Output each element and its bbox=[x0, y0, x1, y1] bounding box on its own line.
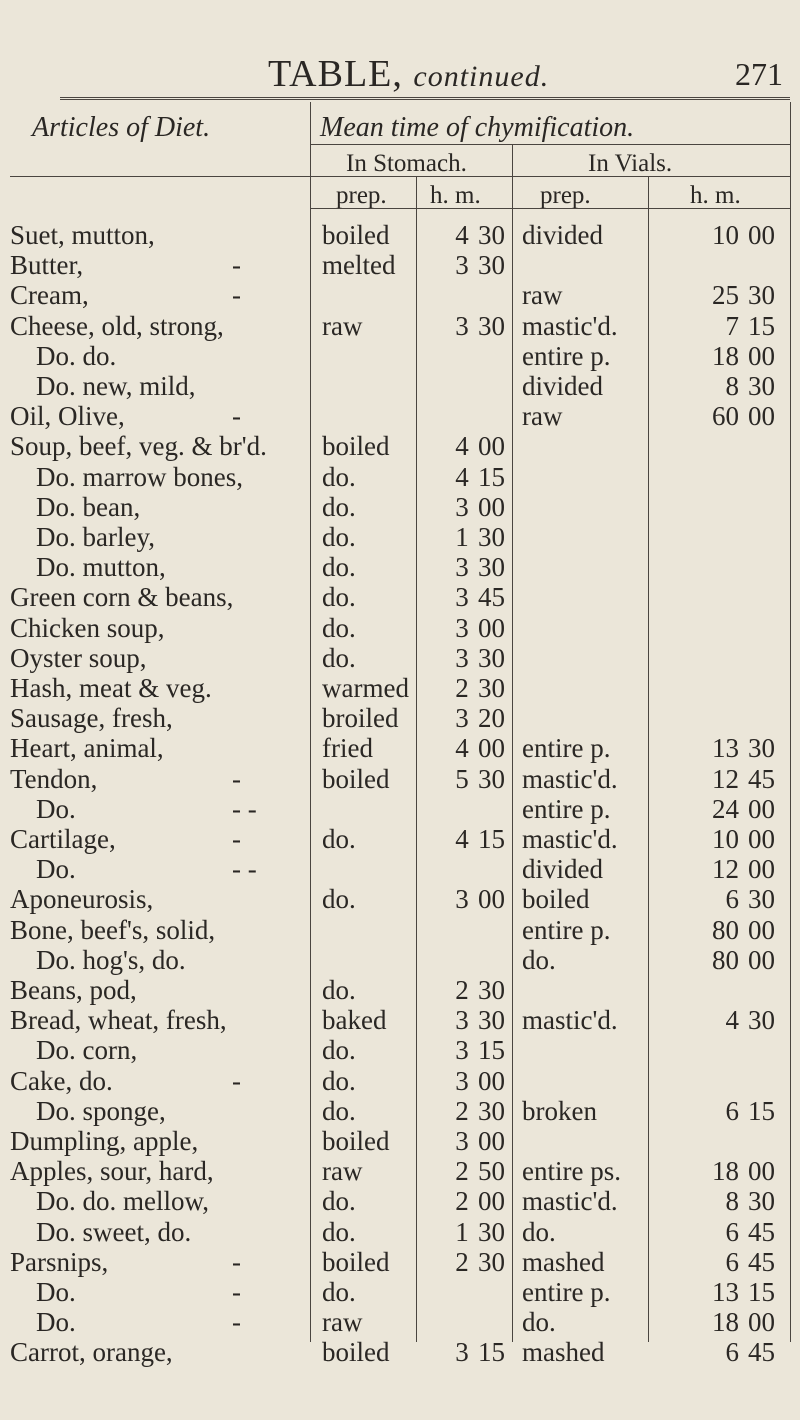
vials-prep-cell: mastic'd. bbox=[522, 310, 618, 341]
vials-hours-cell: 18 bbox=[712, 340, 739, 371]
leader-dash: - - bbox=[232, 793, 257, 824]
vials-prep-cell: raw bbox=[522, 280, 563, 311]
page-number: 271 bbox=[735, 56, 783, 92]
stomach-minutes-cell: 20 bbox=[478, 703, 505, 734]
stomach-minutes-cell: 00 bbox=[478, 733, 505, 764]
vials-prep-cell: do. bbox=[522, 1307, 556, 1338]
article-cell: Oil, Olive, bbox=[10, 401, 125, 432]
stomach-minutes-cell: 30 bbox=[478, 220, 505, 250]
stomach-minutes-cell: 30 bbox=[478, 1005, 505, 1036]
header-mean-time: Mean time of chymification. bbox=[320, 112, 635, 143]
article-cell: Do. bbox=[36, 793, 76, 824]
article-cell: Do. do. mellow, bbox=[36, 1186, 209, 1217]
table-row bbox=[0, 1126, 800, 1160]
stomach-prep-cell: boiled bbox=[322, 763, 390, 794]
article-cell: Butter, bbox=[10, 250, 84, 281]
top-rule bbox=[60, 97, 790, 100]
table-row bbox=[0, 884, 800, 918]
article-cell: Cake, do. bbox=[10, 1065, 113, 1096]
article-cell: Do. corn, bbox=[36, 1035, 138, 1066]
article-cell: Do. marrow bones, bbox=[36, 461, 243, 492]
header-prep-stomach: prep. bbox=[336, 182, 387, 209]
table-row bbox=[0, 733, 800, 767]
vials-minutes-cell: 30 bbox=[748, 733, 775, 764]
stomach-prep-cell: do. bbox=[322, 1065, 356, 1096]
vials-prep-cell: mastic'd. bbox=[522, 1005, 618, 1036]
stomach-prep-cell: do. bbox=[322, 884, 356, 915]
stomach-minutes-cell: 30 bbox=[478, 552, 505, 583]
stomach-hours-cell: 2 bbox=[455, 975, 469, 1005]
stomach-hours-cell: 1 bbox=[455, 1216, 469, 1247]
article-cell: Cartilage, bbox=[10, 824, 116, 854]
vials-prep-cell: divided bbox=[522, 220, 603, 250]
article-cell: Dumpling, apple, bbox=[10, 1126, 199, 1156]
vials-minutes-cell: 30 bbox=[748, 280, 775, 311]
vials-hours-cell: 25 bbox=[712, 280, 739, 311]
article-cell: Sausage, fresh, bbox=[10, 703, 173, 734]
table-row bbox=[0, 794, 800, 828]
vials-prep-cell: entire p. bbox=[522, 1277, 611, 1307]
stomach-minutes-cell: 15 bbox=[478, 1035, 505, 1066]
vials-hours-cell: 18 bbox=[712, 1307, 739, 1338]
vials-prep-cell: entire p. bbox=[522, 793, 611, 824]
stomach-hours-cell: 4 bbox=[455, 461, 469, 492]
article-cell: Bone, beef's, solid, bbox=[10, 914, 216, 945]
vials-hours-cell: 4 bbox=[725, 1005, 739, 1036]
article-cell: Do. barley, bbox=[36, 522, 155, 552]
stomach-hours-cell: 2 bbox=[455, 1246, 469, 1277]
stomach-hours-cell: 3 bbox=[455, 1065, 469, 1096]
vials-hours-cell: 12 bbox=[712, 763, 739, 794]
vials-minutes-cell: 45 bbox=[748, 763, 775, 794]
article-cell: Do. bbox=[36, 1307, 76, 1338]
header-prep-vials: prep. bbox=[540, 182, 591, 209]
table-row bbox=[0, 1247, 800, 1281]
stomach-prep-cell: do. bbox=[322, 522, 356, 552]
stomach-prep-cell: boiled bbox=[322, 1246, 390, 1277]
stomach-hours-cell: 3 bbox=[455, 642, 469, 673]
article-cell: Soup, beef, veg. & br'd. bbox=[10, 431, 267, 462]
vials-minutes-cell: 00 bbox=[748, 793, 775, 824]
leader-dash: - bbox=[232, 1246, 241, 1277]
vials-minutes-cell: 15 bbox=[748, 310, 775, 341]
stomach-prep-cell: do. bbox=[322, 824, 356, 854]
leader-dash: - bbox=[232, 824, 241, 854]
table-row bbox=[0, 703, 800, 737]
vials-minutes-cell: 15 bbox=[748, 1277, 775, 1307]
stomach-hours-cell: 5 bbox=[455, 763, 469, 794]
stomach-minutes-cell: 30 bbox=[478, 250, 505, 281]
table-row bbox=[0, 1005, 800, 1039]
article-cell: Beans, pod, bbox=[10, 975, 137, 1005]
vials-minutes-cell: 00 bbox=[748, 401, 775, 432]
stomach-minutes-cell: 00 bbox=[478, 1065, 505, 1096]
leader-dash: - bbox=[232, 401, 241, 432]
stomach-prep-cell: do. bbox=[322, 1277, 356, 1307]
stomach-hours-cell: 4 bbox=[455, 824, 469, 854]
stomach-minutes-cell: 15 bbox=[478, 461, 505, 492]
stomach-minutes-cell: 30 bbox=[478, 310, 505, 341]
article-cell: Parsnips, bbox=[10, 1246, 109, 1277]
stomach-prep-cell: do. bbox=[322, 461, 356, 492]
vials-minutes-cell: 30 bbox=[748, 1186, 775, 1217]
vials-prep-cell: entire p. bbox=[522, 340, 611, 371]
vials-minutes-cell: 00 bbox=[748, 944, 775, 975]
stomach-prep-cell: boiled bbox=[322, 1126, 390, 1156]
leader-dash: - - bbox=[232, 854, 257, 885]
vials-minutes-cell: 30 bbox=[748, 884, 775, 915]
stomach-hours-cell: 3 bbox=[455, 703, 469, 734]
vials-prep-cell: mastic'd. bbox=[522, 763, 618, 794]
vials-prep-cell: do. bbox=[522, 944, 556, 975]
stomach-prep-cell: do. bbox=[322, 1186, 356, 1217]
stomach-prep-cell: baked bbox=[322, 1005, 387, 1036]
article-cell: Aponeurosis, bbox=[10, 884, 154, 915]
vials-prep-cell: entire p. bbox=[522, 733, 611, 764]
table-row bbox=[0, 1186, 800, 1220]
vials-hours-cell: 7 bbox=[725, 310, 739, 341]
vials-minutes-cell: 00 bbox=[748, 1156, 775, 1187]
article-cell: Bread, wheat, fresh, bbox=[10, 1005, 227, 1036]
table-row bbox=[0, 220, 800, 254]
table-row bbox=[0, 643, 800, 677]
vials-minutes-cell: 00 bbox=[748, 824, 775, 854]
stomach-hours-cell: 3 bbox=[455, 1337, 469, 1368]
stomach-prep-cell: do. bbox=[322, 1095, 356, 1126]
subheader-rule bbox=[310, 144, 790, 145]
stomach-hours-cell: 3 bbox=[455, 884, 469, 915]
leader-dash: - bbox=[232, 1277, 241, 1307]
table-row bbox=[0, 854, 800, 888]
header-rule bbox=[10, 176, 790, 177]
article-cell: Do. bbox=[36, 854, 76, 885]
article-cell: Do. hog's, do. bbox=[36, 944, 186, 975]
vials-minutes-cell: 30 bbox=[748, 1005, 775, 1036]
vials-hours-cell: 24 bbox=[712, 793, 739, 824]
article-cell: Hash, meat & veg. bbox=[10, 673, 212, 703]
vials-minutes-cell: 00 bbox=[748, 340, 775, 371]
table-row bbox=[0, 371, 800, 405]
vials-hours-cell: 80 bbox=[712, 914, 739, 945]
stomach-prep-cell: boiled bbox=[322, 431, 390, 462]
vials-prep-cell: divided bbox=[522, 854, 603, 885]
vials-hours-cell: 6 bbox=[725, 1337, 739, 1368]
vials-minutes-cell: 00 bbox=[748, 914, 775, 945]
vials-hours-cell: 60 bbox=[712, 401, 739, 432]
stomach-minutes-cell: 30 bbox=[478, 673, 505, 703]
vials-minutes-cell: 00 bbox=[748, 854, 775, 885]
running-head bbox=[0, 52, 800, 95]
stomach-prep-cell: do. bbox=[322, 975, 356, 1005]
stomach-hours-cell: 3 bbox=[455, 250, 469, 281]
vials-minutes-cell: 45 bbox=[748, 1337, 775, 1368]
leader-dash: - bbox=[232, 1065, 241, 1096]
table-row bbox=[0, 945, 800, 979]
vials-minutes-cell: 00 bbox=[748, 220, 775, 250]
stomach-hours-cell: 3 bbox=[455, 1035, 469, 1066]
table-row bbox=[0, 613, 800, 647]
stomach-prep-cell: do. bbox=[322, 491, 356, 522]
table-row bbox=[0, 1217, 800, 1251]
leader-dash: - bbox=[232, 763, 241, 794]
vials-prep-cell: mastic'd. bbox=[522, 824, 618, 854]
article-cell: Do. sweet, do. bbox=[36, 1216, 192, 1247]
stomach-hours-cell: 3 bbox=[455, 1126, 469, 1156]
stomach-hours-cell: 4 bbox=[455, 431, 469, 462]
continued-word: continued. bbox=[413, 60, 550, 93]
table-row bbox=[0, 1096, 800, 1130]
leader-dash: - bbox=[232, 280, 241, 311]
article-cell: Do. bbox=[36, 1277, 76, 1307]
vials-hours-cell: 80 bbox=[712, 944, 739, 975]
article-cell: Chicken soup, bbox=[10, 612, 165, 643]
leader-dash: - bbox=[232, 250, 241, 281]
stomach-minutes-cell: 15 bbox=[478, 824, 505, 854]
vials-hours-cell: 12 bbox=[712, 854, 739, 885]
table-title bbox=[268, 52, 549, 96]
article-cell: Cheese, old, strong, bbox=[10, 310, 224, 341]
table-row bbox=[0, 401, 800, 435]
table-row bbox=[0, 975, 800, 1009]
vials-hours-cell: 13 bbox=[712, 733, 739, 764]
table-row bbox=[0, 824, 800, 858]
article-cell: Do. new, mild, bbox=[36, 371, 196, 401]
stomach-prep-cell: broiled bbox=[322, 703, 399, 734]
stomach-minutes-cell: 30 bbox=[478, 1216, 505, 1247]
table-row bbox=[0, 582, 800, 616]
stomach-hours-cell: 2 bbox=[455, 1156, 469, 1187]
article-cell: Do. mutton, bbox=[36, 552, 166, 583]
article-cell: Tendon, bbox=[10, 763, 98, 794]
stomach-minutes-cell: 50 bbox=[478, 1156, 505, 1187]
article-cell: Do. sponge, bbox=[36, 1095, 166, 1126]
vials-hours-cell: 18 bbox=[712, 1156, 739, 1187]
vials-minutes-cell: 00 bbox=[748, 1307, 775, 1338]
vials-minutes-cell: 45 bbox=[748, 1246, 775, 1277]
header-articles: Articles of Diet. bbox=[32, 112, 211, 143]
vials-hours-cell: 10 bbox=[712, 220, 739, 250]
stomach-prep-cell: melted bbox=[322, 250, 396, 281]
stomach-prep-cell: fried bbox=[322, 733, 373, 764]
article-cell: Heart, animal, bbox=[10, 733, 164, 764]
article-cell: Do. bean, bbox=[36, 491, 141, 522]
vials-hours-cell: 8 bbox=[725, 1186, 739, 1217]
table-row bbox=[0, 462, 800, 496]
vials-hours-cell: 8 bbox=[725, 371, 739, 401]
table-row bbox=[0, 764, 800, 798]
table-row bbox=[0, 280, 800, 314]
stomach-prep-cell: warmed bbox=[322, 673, 409, 703]
article-cell: Green corn & beans, bbox=[10, 582, 234, 613]
article-cell: Apples, sour, hard, bbox=[10, 1156, 214, 1187]
stomach-prep-cell: raw bbox=[322, 1307, 363, 1338]
stomach-hours-cell: 2 bbox=[455, 673, 469, 703]
stomach-hours-cell: 3 bbox=[455, 612, 469, 643]
table-row bbox=[0, 673, 800, 707]
stomach-prep-cell: raw bbox=[322, 310, 363, 341]
table-row bbox=[0, 1277, 800, 1311]
vials-prep-cell: mashed bbox=[522, 1246, 605, 1277]
stomach-hours-cell: 3 bbox=[455, 582, 469, 613]
stomach-prep-cell: do. bbox=[322, 582, 356, 613]
vials-prep-cell: entire p. bbox=[522, 914, 611, 945]
vials-prep-cell: boiled bbox=[522, 884, 590, 915]
stomach-minutes-cell: 00 bbox=[478, 884, 505, 915]
vials-prep-cell: divided bbox=[522, 371, 603, 401]
stomach-prep-cell: do. bbox=[322, 1216, 356, 1247]
stomach-prep-cell: do. bbox=[322, 612, 356, 643]
stomach-minutes-cell: 00 bbox=[478, 1126, 505, 1156]
vials-minutes-cell: 15 bbox=[748, 1095, 775, 1126]
table-row bbox=[0, 1156, 800, 1190]
vials-hours-cell: 6 bbox=[725, 1095, 739, 1126]
stomach-minutes-cell: 30 bbox=[478, 1095, 505, 1126]
table-row bbox=[0, 431, 800, 465]
stomach-hours-cell: 3 bbox=[455, 491, 469, 522]
vials-prep-cell: raw bbox=[522, 401, 563, 432]
table-row bbox=[0, 341, 800, 375]
table-row bbox=[0, 1337, 800, 1371]
vials-prep-cell: broken bbox=[522, 1095, 597, 1126]
stomach-minutes-cell: 30 bbox=[478, 1246, 505, 1277]
vials-hours-cell: 6 bbox=[725, 884, 739, 915]
stomach-minutes-cell: 30 bbox=[478, 763, 505, 794]
stomach-minutes-cell: 30 bbox=[478, 522, 505, 552]
vials-hours-cell: 6 bbox=[725, 1246, 739, 1277]
vials-prep-cell: mastic'd. bbox=[522, 1186, 618, 1217]
table-row bbox=[0, 311, 800, 345]
stomach-minutes-cell: 30 bbox=[478, 642, 505, 673]
article-cell: Oyster soup, bbox=[10, 642, 147, 673]
leader-dash: - bbox=[232, 1307, 241, 1338]
stomach-hours-cell: 3 bbox=[455, 310, 469, 341]
vials-prep-cell: entire ps. bbox=[522, 1156, 621, 1187]
stomach-prep-cell: do. bbox=[322, 552, 356, 583]
article-cell: Carrot, orange, bbox=[10, 1337, 173, 1368]
stomach-minutes-cell: 00 bbox=[478, 612, 505, 643]
article-cell: Suet, mutton, bbox=[10, 220, 155, 250]
vials-hours-cell: 13 bbox=[712, 1277, 739, 1307]
table-row bbox=[0, 1035, 800, 1069]
header-hm-stomach: h. m. bbox=[430, 182, 481, 209]
table-row bbox=[0, 915, 800, 949]
stomach-hours-cell: 4 bbox=[455, 733, 469, 764]
stomach-prep-cell: boiled bbox=[322, 220, 390, 250]
stomach-prep-cell: do. bbox=[322, 1035, 356, 1066]
vials-hours-cell: 10 bbox=[712, 824, 739, 854]
stomach-hours-cell: 3 bbox=[455, 1005, 469, 1036]
header-in-vials: In Vials. bbox=[588, 150, 673, 177]
table-row bbox=[0, 250, 800, 284]
header-in-stomach: In Stomach. bbox=[346, 150, 467, 177]
stomach-hours-cell: 1 bbox=[455, 522, 469, 552]
stomach-prep-cell: raw bbox=[322, 1156, 363, 1187]
stomach-hours-cell: 2 bbox=[455, 1186, 469, 1217]
stomach-hours-cell: 2 bbox=[455, 1095, 469, 1126]
stomach-prep-cell: boiled bbox=[322, 1337, 390, 1368]
stomach-minutes-cell: 30 bbox=[478, 975, 505, 1005]
stomach-minutes-cell: 00 bbox=[478, 491, 505, 522]
stomach-minutes-cell: 00 bbox=[478, 431, 505, 462]
stomach-minutes-cell: 45 bbox=[478, 582, 505, 613]
header-hm-vials: h. m. bbox=[690, 182, 741, 209]
stomach-hours-cell: 4 bbox=[455, 220, 469, 250]
column-header-rule bbox=[310, 208, 790, 209]
table-row bbox=[0, 1066, 800, 1100]
table-row bbox=[0, 492, 800, 526]
vials-minutes-cell: 45 bbox=[748, 1216, 775, 1247]
table-row bbox=[0, 1307, 800, 1341]
stomach-minutes-cell: 15 bbox=[478, 1337, 505, 1368]
vials-hours-cell: 6 bbox=[725, 1216, 739, 1247]
vials-prep-cell: do. bbox=[522, 1216, 556, 1247]
stomach-hours-cell: 3 bbox=[455, 552, 469, 583]
stomach-minutes-cell: 00 bbox=[478, 1186, 505, 1217]
article-cell: Cream, bbox=[10, 280, 89, 311]
table-row bbox=[0, 522, 800, 556]
stomach-prep-cell: do. bbox=[322, 642, 356, 673]
table-row bbox=[0, 552, 800, 586]
title-word: TABLE, bbox=[268, 53, 403, 95]
vials-prep-cell: mashed bbox=[522, 1337, 605, 1368]
article-cell: Do. do. bbox=[36, 340, 117, 371]
vials-minutes-cell: 30 bbox=[748, 371, 775, 401]
